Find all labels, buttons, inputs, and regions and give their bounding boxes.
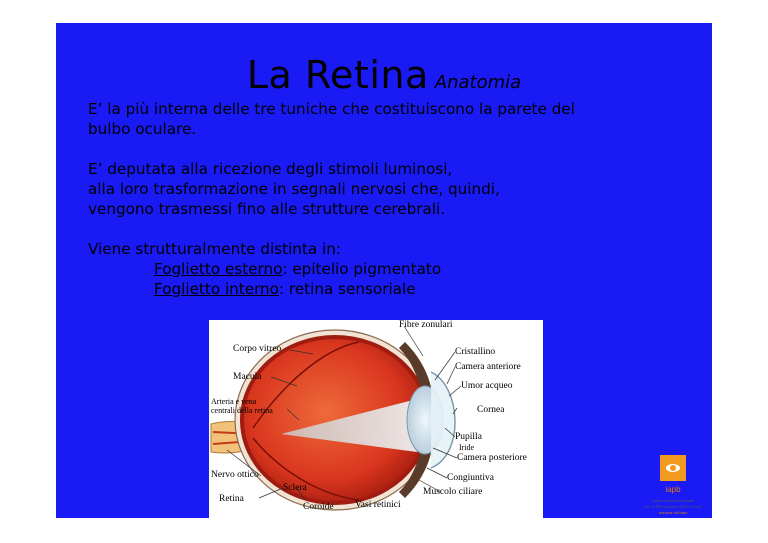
- label-pupilla: Pupilla: [455, 432, 482, 442]
- paragraph-1-line: E’ la più interna delle tre tuniche che costituiscono la parete del: [88, 100, 575, 118]
- layer-name: Foglietto esterno: [154, 260, 283, 278]
- layer-desc: : retina sensoriale: [278, 280, 416, 298]
- label-sclera: Sclera: [283, 483, 307, 493]
- slide-title: [56, 53, 712, 97]
- cornea-shape: [431, 372, 455, 468]
- paragraph-2-line: alla loro trasformazione in segnali nervosi che, quindi,: [88, 180, 500, 198]
- logo-line: per la Prevenzione della Cecità: [644, 504, 702, 509]
- label-iride: Iride: [459, 443, 475, 452]
- label-congiuntiva: Congiuntiva: [447, 473, 494, 483]
- label-cornea: Cornea: [477, 405, 505, 415]
- label-coroide: Coroide: [303, 502, 334, 512]
- layer-item: [88, 259, 688, 279]
- paragraph-1: [88, 99, 688, 139]
- label-muscolo-ciliare: Muscolo ciliare: [423, 487, 483, 497]
- layer-desc: : epitelio pigmentato: [282, 260, 442, 278]
- label-macula: Macula: [233, 372, 262, 382]
- paragraph-3-intro: Viene strutturalmente distinta in:: [88, 240, 341, 258]
- title-subtitle: Anatomia: [434, 72, 522, 93]
- eye-anatomy-figure: [209, 320, 543, 518]
- logo-line: Agenzia Internazionale: [651, 498, 695, 503]
- label-arteria-line: centrali della retina: [211, 406, 273, 415]
- paragraph-2-line: vengono trasmessi fino alle strutture cerebrali.: [88, 200, 446, 218]
- label-vasi-retinici: Vasi retinici: [355, 500, 401, 510]
- label-camera-anteriore: Camera anteriore: [455, 362, 521, 372]
- layer-name: Foglietto interno: [154, 280, 279, 298]
- label-corpo-vitreo: Corpo vitreo: [233, 344, 282, 354]
- paragraph-2-line: E’ deputata alla ricezione degli stimoli luminosi,: [88, 160, 453, 178]
- label-cristallino: Cristallino: [455, 347, 496, 357]
- paragraph-2: [88, 159, 688, 219]
- label-nervo-ottico: Nervo ottico: [211, 470, 259, 480]
- logo-line: sezione italiana: [658, 510, 688, 515]
- title-text: La Retina: [246, 53, 429, 97]
- layer-item: [88, 279, 688, 299]
- logo-name: iapb: [665, 485, 681, 494]
- label-umor-acqueo: Umor acqueo: [461, 381, 513, 391]
- label-retina: Retina: [219, 494, 244, 504]
- iapb-logo: [636, 451, 710, 521]
- label-fibre-zonulari: Fibre zonulari: [399, 320, 453, 330]
- label-arteria-line: Arteria e vena: [211, 397, 257, 406]
- label-arteria-vena: [211, 397, 273, 415]
- label-camera-posteriore: Camera posteriore: [457, 453, 527, 463]
- paragraph-1-line: bulbo oculare.: [88, 120, 197, 138]
- eye-logo-icon: [660, 455, 686, 481]
- paragraph-3: [88, 239, 688, 299]
- slide-body: [88, 99, 688, 319]
